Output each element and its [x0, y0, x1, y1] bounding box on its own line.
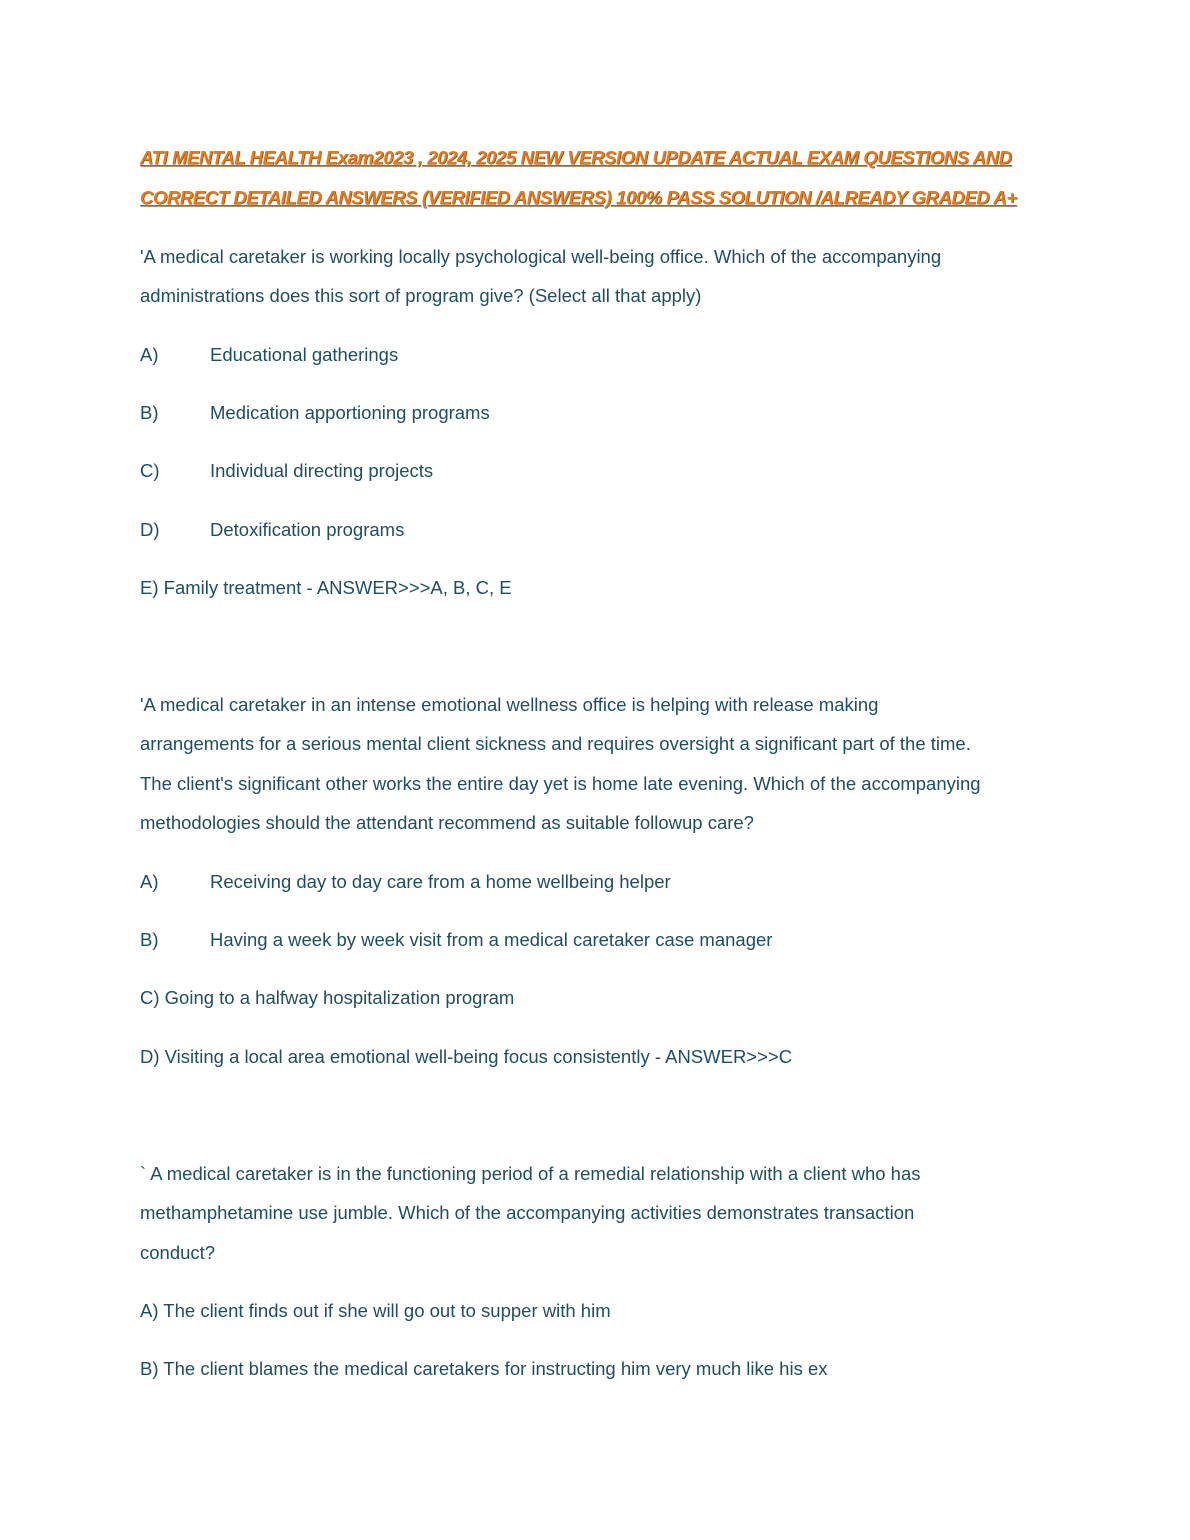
title-line-2: CORRECT DETAILED ANSWERS (VERIFIED ANSWERS) 100% PASS SOLUTION /ALREADY GRADED A+	[140, 187, 1017, 208]
question-1-option-c-letter: C)	[140, 460, 160, 481]
question-3-stem	[140, 1154, 1050, 1272]
question-3-stem-line: methamphetamine use jumble. Which of the accompanying activities demonstrates transaction	[140, 1202, 915, 1224]
question-2-option-a-letter: A)	[140, 871, 159, 892]
question-3-option-b: B) The client blames the medical caretakers for instructing him very much like his ex	[140, 1358, 828, 1379]
question-1-stem	[140, 237, 1050, 316]
question-2-option-a-text: Receiving day to day care from a home wellbeing helper	[210, 871, 671, 892]
question-1-stem-line: 'A medical caretaker is working locally psychological well-being office. Which of the accompanying	[140, 246, 942, 267]
question-2-stem-line: The client's significant other works the entire day yet is home late evening. Which of the accompanying	[140, 772, 981, 794]
question-2-option-d-answer: D) Visiting a local area emotional well-being focus consistently - ANSWER>>>C	[140, 1046, 793, 1067]
question-1-option-e-answer: E) Family treatment - ANSWER>>>A, B, C, E	[140, 577, 512, 598]
question-1-option-b-letter: B)	[140, 402, 159, 423]
question-1-option-b-text: Medication apportioning programs	[210, 402, 490, 423]
title-line-1: ATI MENTAL HEALTH Exam2023 , 2024, 2025 NEW VERSION UPDATE ACTUAL EXAM QUESTIONS AND	[140, 147, 1012, 168]
question-1-option-d-letter: D)	[140, 519, 160, 540]
question-3-option-a: A) The client finds out if she will go out to supper with him	[140, 1300, 611, 1321]
question-1-option-a-text: Educational gatherings	[210, 344, 399, 365]
question-1-option-d-text: Detoxification programs	[210, 519, 405, 540]
question-3-stem-line: ` A medical caretaker is in the functioning period of a remedial relationship with a client who has	[140, 1163, 921, 1184]
question-2-stem-line: arrangements for a serious mental client sickness and requires oversight a significant part of the time.	[140, 733, 971, 755]
question-2-stem-line: methodologies should the attendant recommend as suitable followup care?	[140, 811, 754, 833]
question-1-stem-line: administrations does this sort of program give? (Select all that apply)	[140, 285, 702, 307]
question-2-option-b-text: Having a week by week visit from a medical caretaker case manager	[210, 929, 773, 950]
question-2-option-c: C) Going to a halfway hospitalization program	[140, 987, 515, 1008]
question-2-stem	[140, 685, 1050, 842]
question-3-stem-line: conduct?	[140, 1241, 216, 1263]
document-title	[140, 138, 1060, 218]
question-2-option-b-letter: B)	[140, 929, 159, 950]
question-1-option-a-letter: A)	[140, 344, 159, 365]
question-2-stem-line: 'A medical caretaker in an intense emotional wellness office is helping with release making	[140, 694, 879, 715]
question-1-option-c-text: Individual directing projects	[210, 460, 434, 481]
